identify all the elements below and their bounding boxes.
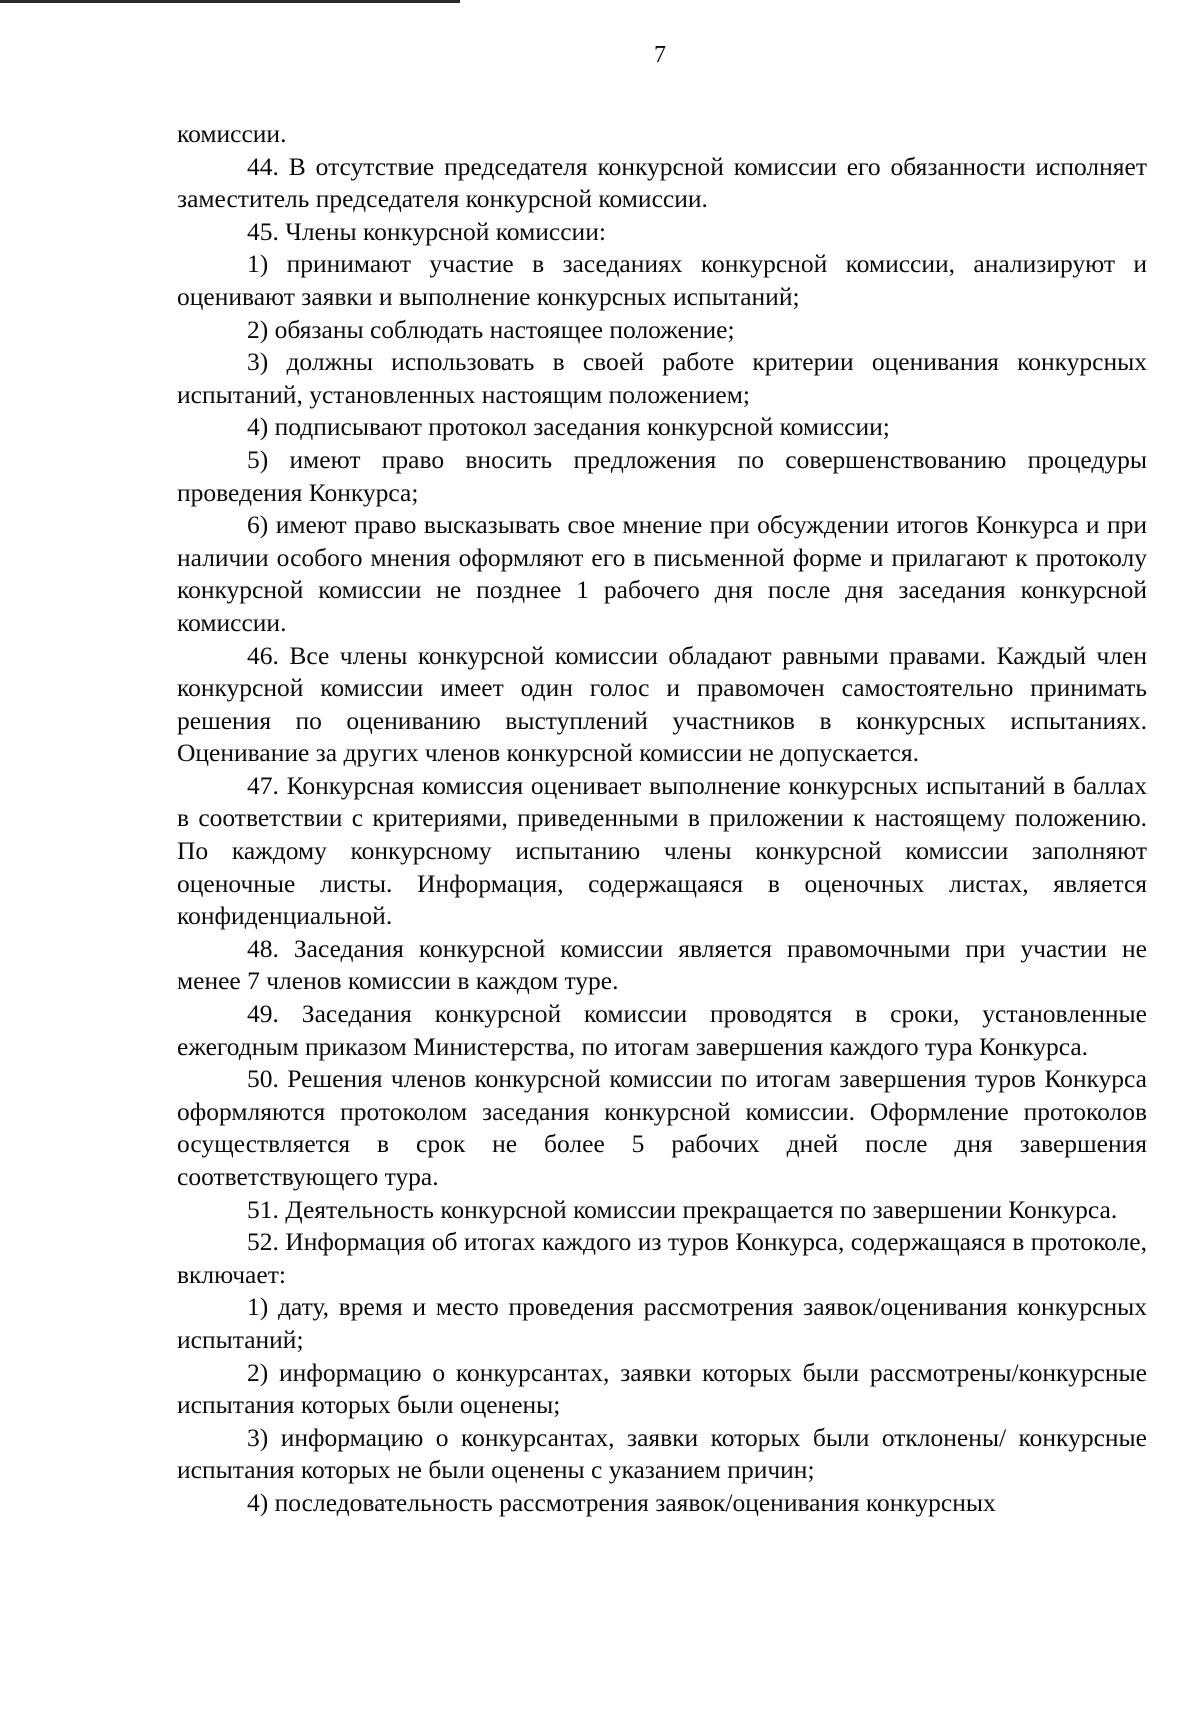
paragraph-45: 45. Члены конкурсной комиссии: [247,216,606,246]
list-item: 1) дату, время и место проведения рассмотрения заявок/оценивания конкурсных испытаний; [177,1292,1147,1354]
paragraph-44: 44. В отсутствие председателя конкурсной комиссии его обязанности исполняет заместитель председателя конкурсной комиссии. [177,151,1147,214]
list-item: 3) информацию о конкурсантах, заявки которых были отклонены/ конкурсные испытания которых не были оценены с указанием причин; [177,1422,1147,1485]
list-item: 4) подписывают протокол заседания конкурсной комиссии; [247,412,890,442]
list-item: 3) должны использовать в своей работе критерии оценивания конкурсных испытаний, установленных настоящим положением; [177,347,1147,409]
paragraph-47: 47. Конкурсная комиссия оценивает выполнение конкурсных испытаний в баллах в соответствии с критериями, приведенными в приложении к настоящему положению. По каждому конкурсному испытанию члены конкурсной комиссии заполняют оценочные листы. Информация, содержащаяся в оценочных листах, является конфиденциальной. [177,770,1147,931]
paragraph-51: 51. Деятельность конкурсной комиссии прекращается по завершении Конкурса. [247,1194,1118,1224]
list-item: 2) информацию о конкурсантах, заявки которых были рассмотрены/конкурсные испытания которых были оценены; [177,1357,1147,1420]
list-item: 1) принимают участие в заседаниях конкурсной комиссии, анализируют и оценивают заявки и выполнение конкурсных испытаний; [177,249,1147,311]
list-item: 5) имеют право вносить предложения по совершенствованию процедуры проведения Конкурса; [177,444,1147,507]
list-item: 2) обязаны соблюдать настоящее положение; [247,314,735,344]
paragraph-52: 52. Информация об итогах каждого из туров Конкурса, содержащаяся в протоколе, включает: [177,1227,1147,1289]
scan-edge-line [0,0,460,3]
page-number: 7 [654,42,666,68]
paragraph-49: 49. Заседания конкурсной комиссии проводятся в сроки, установленные ежегодным приказом Министерства, по итогам завершения каждого тура Конкурса. [177,999,1147,1061]
paragraph-48: 48. Заседания конкурсной комиссии является правомочными при участии не менее 7 членов комиссии в каждом туре. [177,933,1147,996]
list-item: 6) имеют право высказывать свое мнение при обсуждении итогов Конкурса и при наличии особого мнения оформляют его в письменной форме и прилагают к протоколу конкурсной комиссии не позднее 1 рабочего дня после дня заседания конкурсной комиссии. [177,510,1147,637]
paragraph: комиссии. [177,119,287,148]
paragraph-46: 46. Все члены конкурсной комиссии обладают равными правами. Каждый член конкурсной комиссии имеет один голос и правомочен самостоятельно принимать решения по оцениванию выступлений участников в конкурсных испытаниях. Оценивание за других членов конкурсной комиссии не допускается. [177,640,1147,768]
document-body [177,118,1147,1520]
list-item: 4) последовательность рассмотрения заявок/оценивания конкурсных [247,1487,996,1517]
paragraph-50: 50. Решения членов конкурсной комиссии по итогам завершения туров Конкурса оформляются протоколом заседания конкурсной комиссии. Оформление протоколов осуществляется в срок не более 5 рабочих дней после дня завершения соответствующего тура. [177,1064,1147,1191]
